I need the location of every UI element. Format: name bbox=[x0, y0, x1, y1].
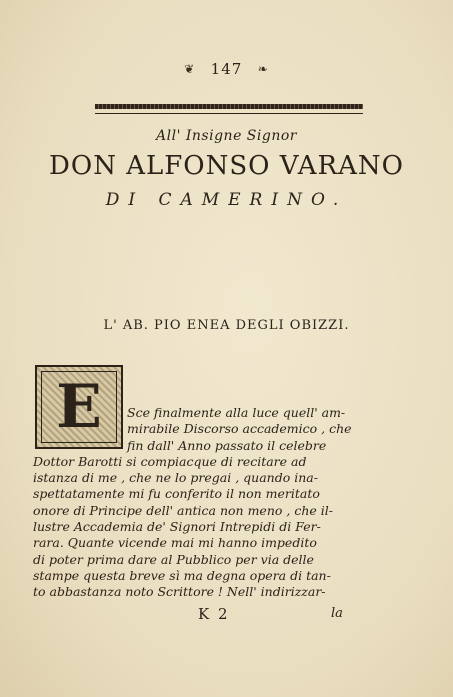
body-line: fin dall' Anno passato il celebre bbox=[127, 437, 327, 453]
header-rule-thick bbox=[95, 104, 363, 109]
catchword: la bbox=[331, 606, 343, 621]
body-line: istanza di me , che ne lo pregai , quando ina- bbox=[33, 470, 318, 486]
page-footer bbox=[0, 605, 453, 625]
body-line: Sce finalmente alla luce quell' am- bbox=[127, 405, 346, 420]
header-rule-thin bbox=[95, 113, 363, 114]
ornament-left-icon: ❦ bbox=[184, 62, 196, 76]
body-line: mirabile Discorso accademico , che bbox=[127, 421, 352, 437]
dedicatee-place: DI CAMERINO. bbox=[105, 190, 348, 210]
body-line: Dottor Barotti si compiacque di recitare ad bbox=[33, 453, 307, 469]
dedication-line: All' Insigne Signor bbox=[156, 128, 297, 144]
body-text bbox=[33, 405, 403, 601]
page-number: 147 bbox=[210, 60, 243, 78]
body-line: lustre Accademia de' Signori Intrepidi di Fer- bbox=[33, 519, 321, 535]
dedicatee-name: DON ALFONSO VARANO bbox=[49, 151, 404, 181]
initial-letter: E bbox=[56, 372, 102, 442]
ornament-right-icon: ❧ bbox=[257, 62, 269, 76]
body-line: spettatamente mi fu conferito il non meritato bbox=[33, 486, 320, 502]
body-line: di poter prima dare al Pubblico per via delle bbox=[33, 551, 314, 567]
signature-mark: K 2 bbox=[198, 605, 230, 623]
author-line: L' AB. PIO ENEA DEGLI OBIZZI. bbox=[103, 318, 350, 333]
body-line: onore di Principe dell' antica non meno , che il- bbox=[33, 502, 333, 518]
page-header bbox=[0, 60, 453, 78]
body-line: rara. Quante vicende mai mi hanno impedito bbox=[33, 535, 317, 551]
body-line: to abbastanza noto Scrittore ! Nell' indirizzar- bbox=[33, 584, 326, 600]
body-line: stampe questa breve sì ma degna opera di tan- bbox=[33, 567, 331, 583]
